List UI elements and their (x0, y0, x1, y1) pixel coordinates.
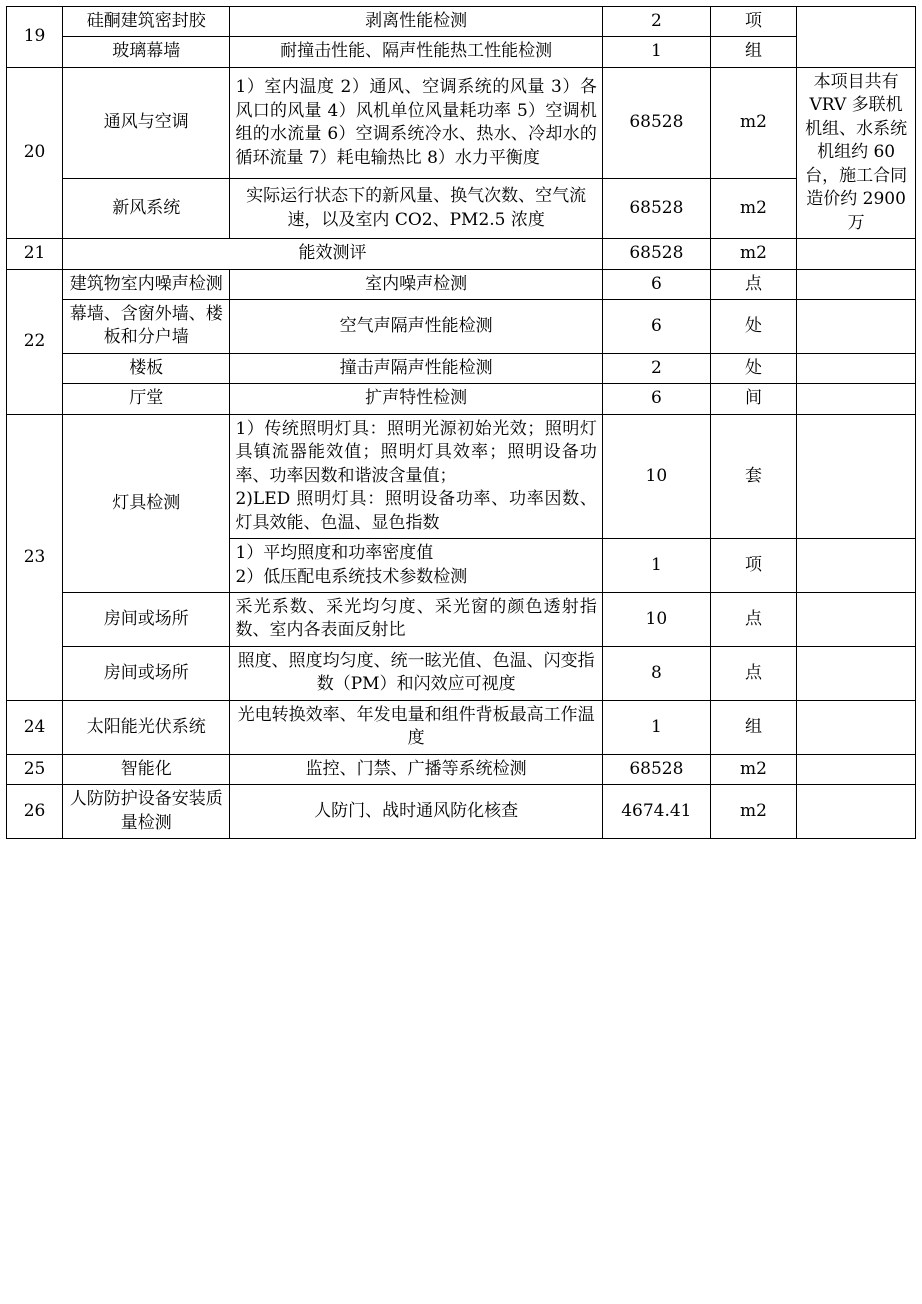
row-qty: 10 (602, 592, 710, 646)
row-item: 智能化 (63, 754, 230, 784)
row-note (797, 754, 916, 784)
table-row (7, 37, 916, 67)
row-unit: 组 (710, 700, 796, 754)
row-unit: m2 (710, 239, 796, 269)
row-desc: 监控、门禁、广播等系统检测 (230, 754, 602, 784)
row-qty: 2 (602, 353, 710, 383)
row-note (797, 269, 916, 299)
row-qty: 1 (602, 539, 710, 593)
row-item: 通风与空调 (63, 67, 230, 179)
row-qty: 10 (602, 414, 710, 538)
row-desc: 采光系数、采光均匀度、采光窗的颜色透射指数、室内各表面反射比 (230, 592, 602, 646)
row-qty: 6 (602, 269, 710, 299)
row-desc: 人防门、战时通风防化核查 (230, 785, 602, 839)
row-unit: 组 (710, 37, 796, 67)
row-note (797, 414, 916, 538)
row-item: 灯具检测 (63, 414, 230, 592)
row-unit: m2 (710, 179, 796, 239)
row-item: 玻璃幕墙 (63, 37, 230, 67)
table-row (7, 592, 916, 646)
row-unit: 处 (710, 299, 796, 353)
row-qty: 6 (602, 299, 710, 353)
row-note (797, 299, 916, 353)
row-index: 19 (7, 7, 63, 68)
row-unit: 点 (710, 646, 796, 700)
table-row (7, 7, 916, 37)
row-note (797, 239, 916, 269)
table-row (7, 269, 916, 299)
table-row (7, 179, 916, 239)
row-index: 21 (7, 239, 63, 269)
row-note: 本项目共有 VRV 多联机机组、水系统机组约 60 台，施工合同造价约 2900 万 (797, 67, 916, 238)
row-desc: 能效测评 (63, 239, 603, 269)
row-item: 人防防护设备安装质量检测 (63, 785, 230, 839)
table-row (7, 754, 916, 784)
row-qty: 68528 (602, 239, 710, 269)
row-desc: 空气声隔声性能检测 (230, 299, 602, 353)
row-index: 25 (7, 754, 63, 784)
row-desc: 1）平均照度和功率密度值 2）低压配电系统技术参数检测 (230, 539, 602, 593)
row-desc: 1）传统照明灯具：照明光源初始光效；照明灯具镇流器能效值；照明灯具效率；照明设备功率、功率因数和谐波含量值； 2)LED 照明灯具：照明设备功率、功率因数、灯具效能、色温、显色指数 (230, 414, 602, 538)
row-note (797, 353, 916, 383)
row-unit: 项 (710, 7, 796, 37)
row-desc: 撞击声隔声性能检测 (230, 353, 602, 383)
row-unit: m2 (710, 785, 796, 839)
table-row (7, 785, 916, 839)
row-note (797, 7, 916, 68)
row-index: 26 (7, 785, 63, 839)
row-note (797, 785, 916, 839)
row-item: 房间或场所 (63, 646, 230, 700)
row-item: 建筑物室内噪声检测 (63, 269, 230, 299)
row-unit: 点 (710, 592, 796, 646)
row-note (797, 646, 916, 700)
row-desc: 扩声特性检测 (230, 384, 602, 414)
table-row (7, 700, 916, 754)
row-note (797, 539, 916, 593)
row-qty: 1 (602, 700, 710, 754)
row-desc: 光电转换效率、年发电量和组件背板最高工作温度 (230, 700, 602, 754)
row-item: 新风系统 (63, 179, 230, 239)
row-index: 23 (7, 414, 63, 700)
table-row (7, 67, 916, 179)
row-qty: 4674.41 (602, 785, 710, 839)
row-unit: m2 (710, 67, 796, 179)
row-desc: 耐撞击性能、隔声性能热工性能检测 (230, 37, 602, 67)
table-row (7, 646, 916, 700)
row-item: 幕墙、含窗外墙、楼板和分户墙 (63, 299, 230, 353)
row-item: 楼板 (63, 353, 230, 383)
table-row (7, 239, 916, 269)
row-unit: m2 (710, 754, 796, 784)
row-qty: 68528 (602, 179, 710, 239)
row-unit: 处 (710, 353, 796, 383)
row-item: 房间或场所 (63, 592, 230, 646)
row-unit: 间 (710, 384, 796, 414)
table-row (7, 414, 916, 538)
row-unit: 点 (710, 269, 796, 299)
row-index: 22 (7, 269, 63, 414)
row-note (797, 384, 916, 414)
row-desc: 剥离性能检测 (230, 7, 602, 37)
row-unit: 项 (710, 539, 796, 593)
row-qty: 68528 (602, 754, 710, 784)
row-qty: 2 (602, 7, 710, 37)
row-unit: 套 (710, 414, 796, 538)
table-row (7, 299, 916, 353)
row-index: 24 (7, 700, 63, 754)
row-desc: 1）室内温度 2）通风、空调系统的风量 3）各风口的风量 4）风机单位风量耗功率 5）空调机组的水流量 6）空调系统冷水、热水、冷却水的循环流量 7）耗电输热比 8）水力平衡度 (230, 67, 602, 179)
row-desc: 室内噪声检测 (230, 269, 602, 299)
row-qty: 68528 (602, 67, 710, 179)
row-note (797, 592, 916, 646)
row-note (797, 700, 916, 754)
row-item: 厅堂 (63, 384, 230, 414)
row-qty: 8 (602, 646, 710, 700)
row-item: 硅酮建筑密封胶 (63, 7, 230, 37)
row-index: 20 (7, 67, 63, 238)
row-qty: 1 (602, 37, 710, 67)
row-desc: 实际运行状态下的新风量、换气次数、空气流速，以及室内 CO2、PM2.5 浓度 (230, 179, 602, 239)
row-qty: 6 (602, 384, 710, 414)
inspection-items-table (6, 6, 916, 839)
table-row (7, 353, 916, 383)
row-item: 太阳能光伏系统 (63, 700, 230, 754)
table-row (7, 384, 916, 414)
row-desc: 照度、照度均匀度、统一眩光值、色温、闪变指数（PM）和闪效应可视度 (230, 646, 602, 700)
